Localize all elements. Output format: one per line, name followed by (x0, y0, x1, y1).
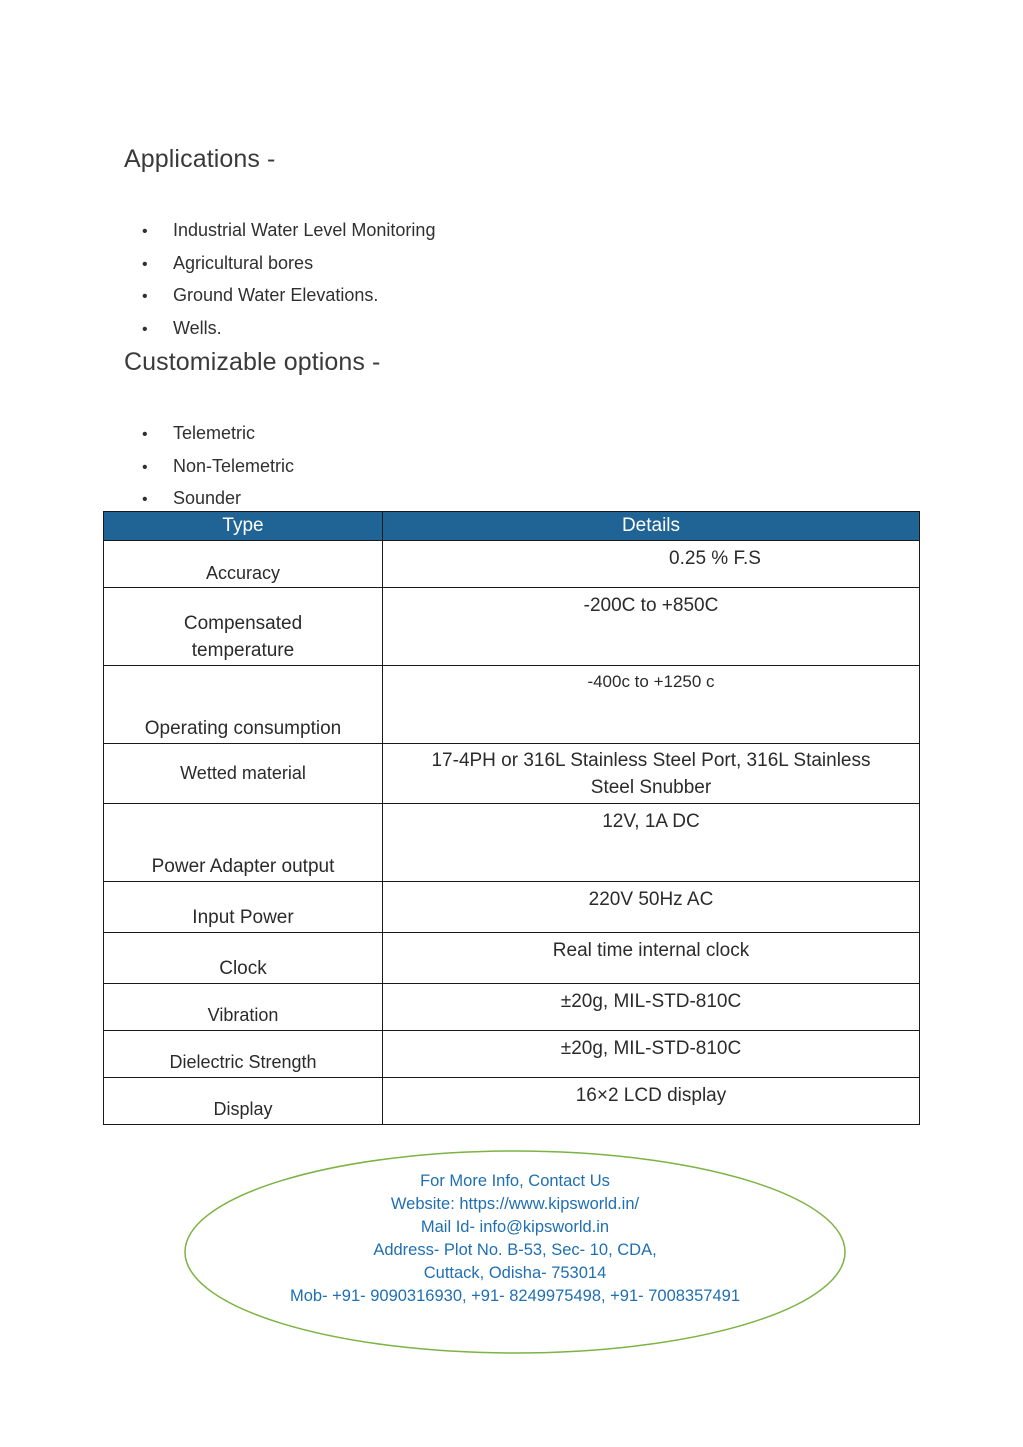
applications-heading: Applications - (124, 145, 276, 173)
contact-email[interactable]: Mail Id- info@kipsworld.in (420, 1218, 610, 1236)
table-row (104, 882, 920, 933)
details-cell: 16×2 LCD display (383, 1078, 920, 1125)
contact-website[interactable]: Website: https://www.kipsworld.in/ (390, 1195, 640, 1213)
details-cell: 12V, 1A DC (383, 804, 920, 882)
applications-list (142, 214, 435, 344)
bullet-icon: • (142, 426, 148, 443)
table-row (104, 744, 920, 804)
details-cell: 0.25 % F.S (383, 541, 920, 588)
list-item (142, 247, 435, 280)
table-row (104, 666, 920, 744)
list-item-text: Sounder (173, 488, 242, 509)
bullet-icon: • (142, 458, 148, 476)
contact-phone-numbers: Mob- +91- 9090316930, +91- 8249975498, +91- 7008357491 (289, 1287, 740, 1305)
type-cell: Wetted material (104, 744, 383, 804)
type-cell: Dielectric Strength (104, 1031, 383, 1078)
bullet-icon: • (142, 288, 148, 306)
contact-text-block (184, 1170, 846, 1308)
list-item (142, 312, 435, 345)
details-cell: 220V 50Hz AC (383, 882, 920, 933)
details-cell: ±20g, MIL-STD-810C (383, 984, 920, 1031)
details-cell: 17-4PH or 316L Stainless Steel Port, 316L Stainless Steel Snubber (383, 744, 920, 804)
customizable-options-heading: Customizable options - (124, 348, 381, 376)
table-row (104, 1078, 920, 1125)
bullet-icon: • (142, 491, 148, 509)
list-item (142, 214, 435, 247)
type-cell: Vibration (104, 984, 383, 1031)
list-item (142, 450, 294, 483)
table-row (104, 588, 920, 666)
details-cell: -400c to +1250 c (383, 666, 920, 744)
table-row (104, 804, 920, 882)
list-item (142, 417, 294, 450)
customizable-options-list (142, 417, 294, 515)
contact-address-line2: Cuttack, Odisha- 753014 (423, 1264, 607, 1282)
table-row (104, 1031, 920, 1078)
type-cell: Compensated temperature (104, 588, 383, 666)
column-header-type: Type (104, 512, 383, 541)
type-cell: Clock (104, 933, 383, 984)
type-cell: Display (104, 1078, 383, 1125)
bullet-icon: • (142, 223, 148, 240)
type-cell: Operating consumption (104, 666, 383, 744)
specifications-table (103, 511, 920, 1125)
table-row (104, 933, 920, 984)
column-header-details: Details (383, 512, 920, 541)
table-row (104, 541, 920, 588)
list-item-text: Agricultural bores (173, 252, 314, 273)
table-header-row (104, 512, 920, 541)
list-item (142, 482, 294, 515)
bullet-icon: • (142, 320, 148, 338)
list-item-text: Wells. (173, 317, 222, 338)
type-cell: Accuracy (104, 541, 383, 588)
list-item-text: Non-Telemetric (173, 455, 295, 476)
details-cell: -200C to +850C (383, 588, 920, 666)
details-cell: Real time internal clock (383, 933, 920, 984)
list-item-text: Ground Water Elevations. (173, 285, 379, 306)
list-item-text: Telemetric (173, 423, 256, 443)
contact-heading: For More Info, Contact Us (420, 1172, 610, 1190)
type-cell: Power Adapter output (104, 804, 383, 882)
table-row (104, 984, 920, 1031)
contact-info-callout (184, 1150, 846, 1354)
details-cell: ±20g, MIL-STD-810C (383, 1031, 920, 1078)
bullet-icon: • (142, 255, 148, 273)
type-cell: Input Power (104, 882, 383, 933)
list-item (142, 279, 435, 312)
contact-address-line1: Address- Plot No. B-53, Sec- 10, CDA, (373, 1241, 657, 1259)
list-item-text: Industrial Water Level Monitoring (173, 220, 436, 240)
